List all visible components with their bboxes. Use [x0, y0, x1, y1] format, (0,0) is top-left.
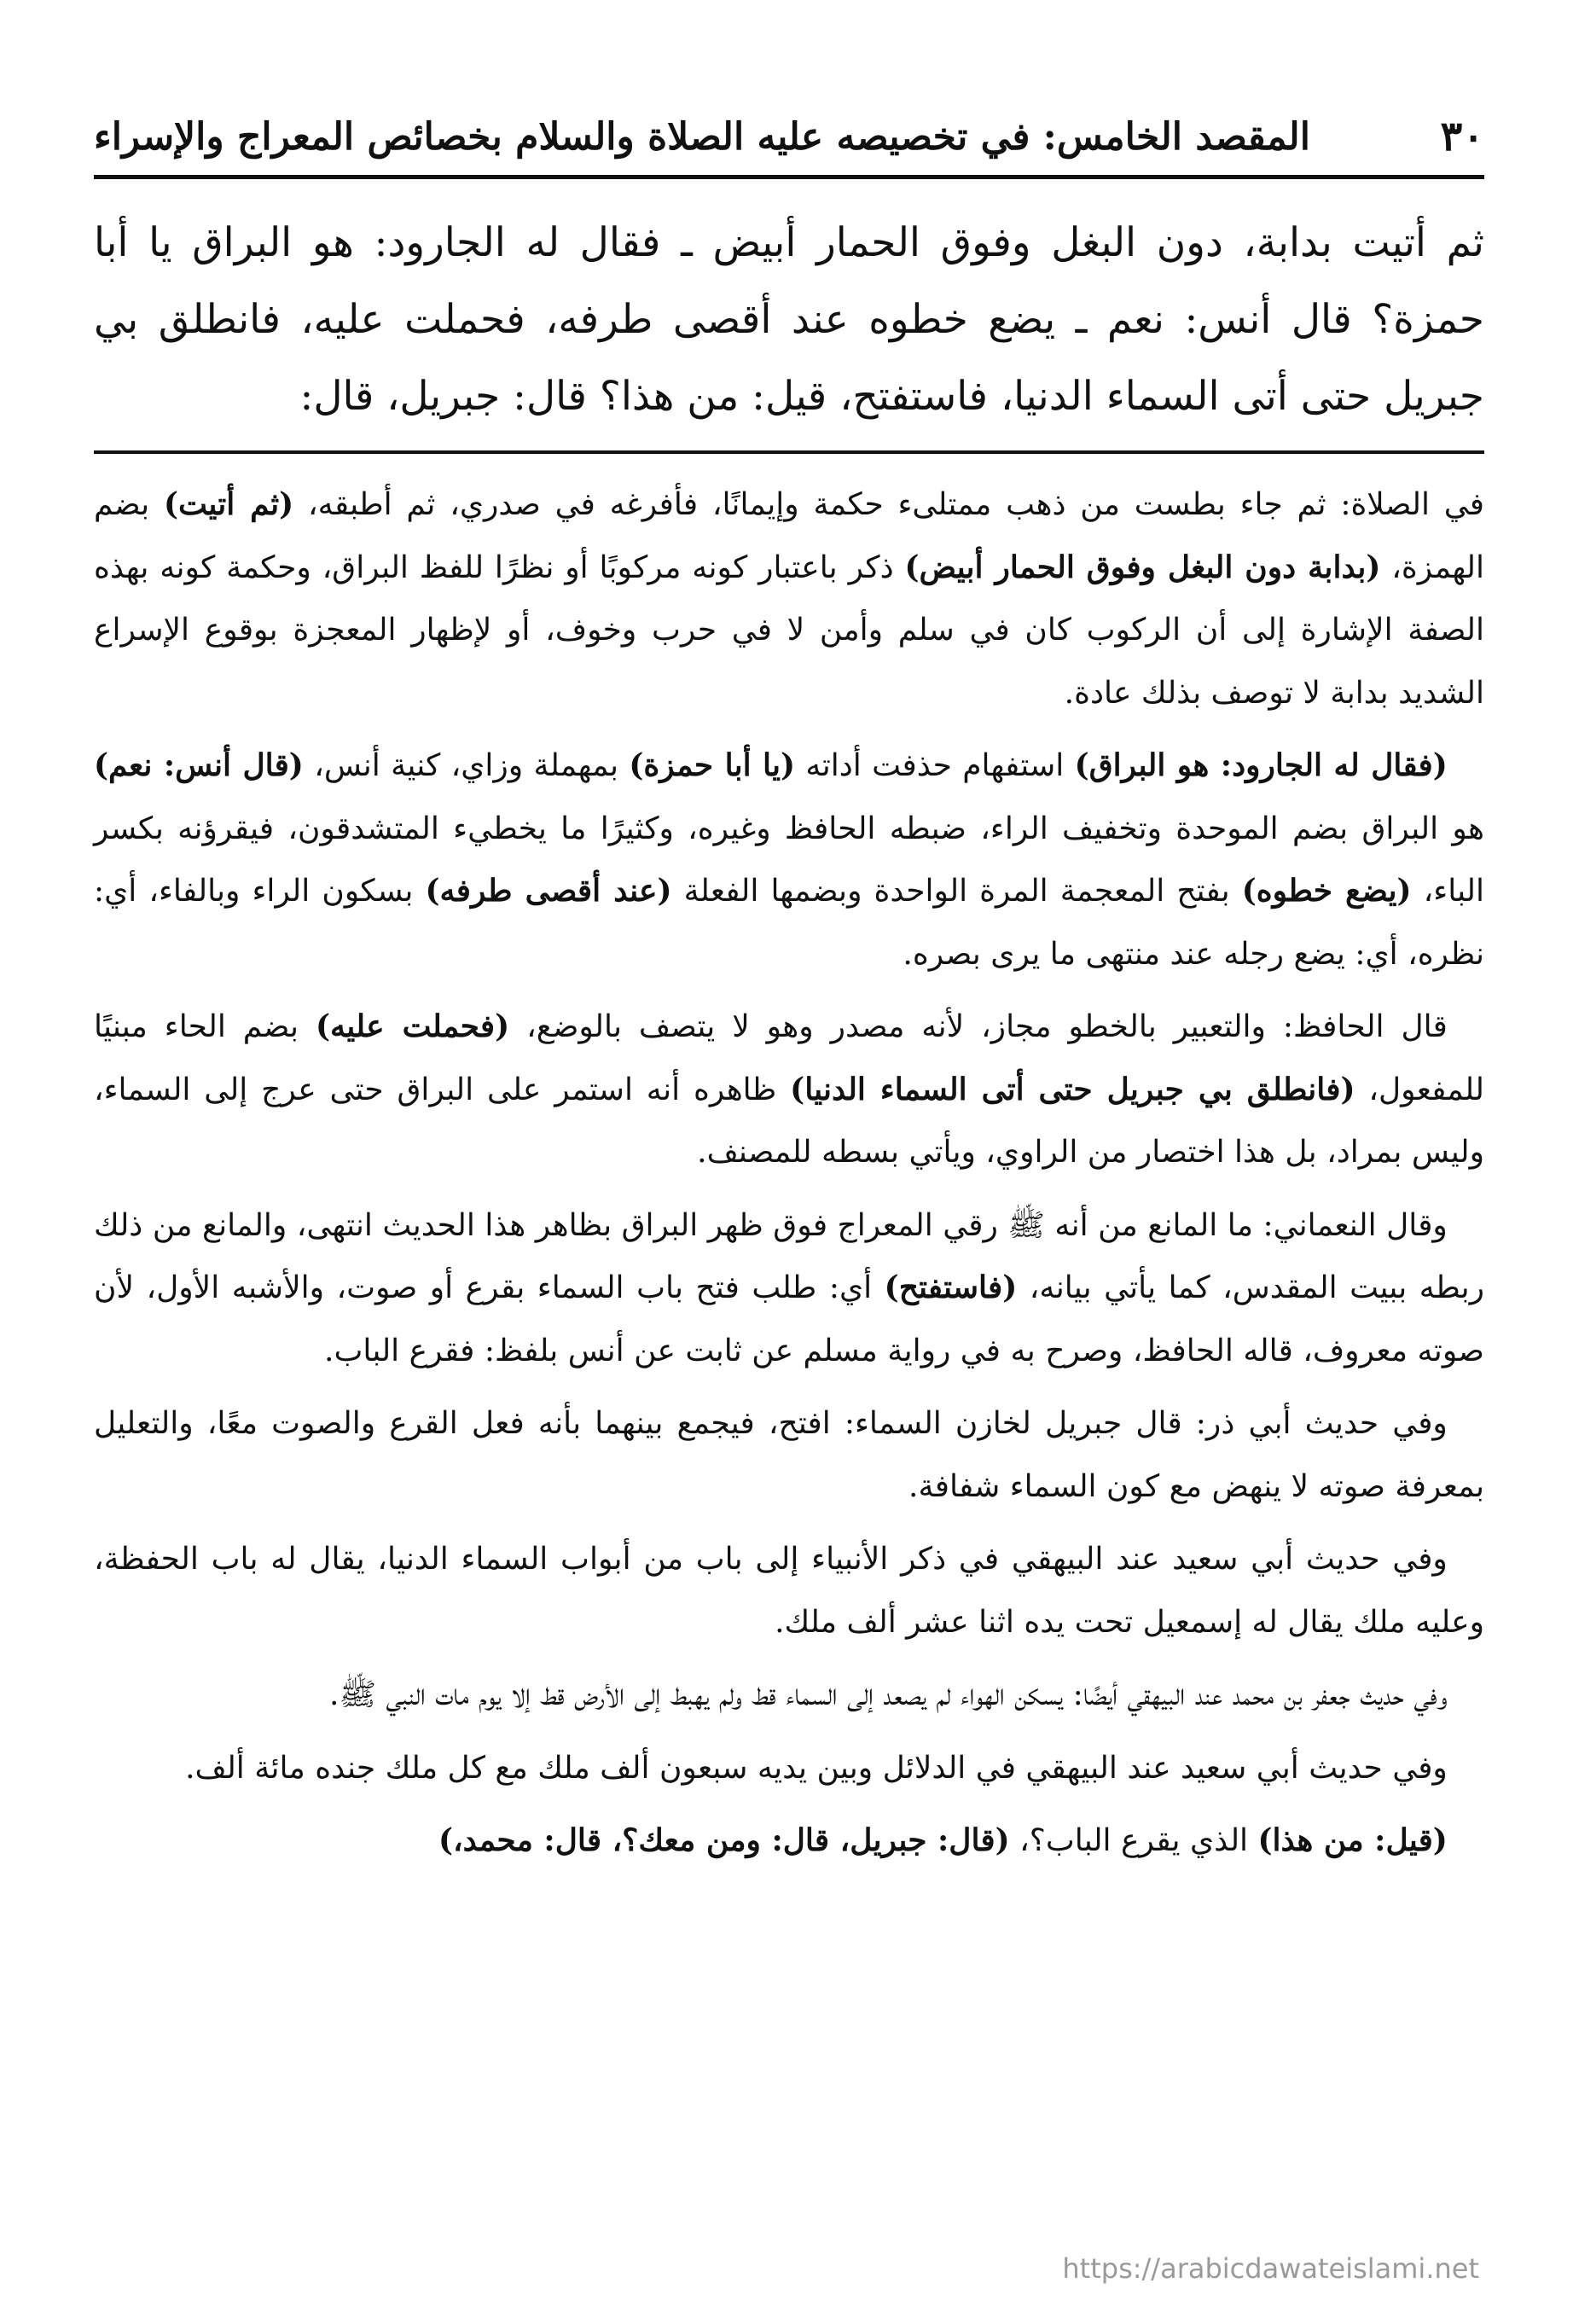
commentary-paragraph-6: وفي حديث أبي سعيد عند البيهقي في ذكر الأنبياء إلى باب من أبواب السماء الدنيا، يقال له باب الحفظة، وعليه ملك يقال له إسمعيل تحت يده اثنا عشر ألف ملك. — [94, 1542, 1484, 1640]
commentary-paragraph-1 — [94, 474, 1484, 724]
bold-quote: (قيل: من هذا) — [1257, 1822, 1448, 1858]
page-header — [94, 102, 1484, 171]
text-span: الذي يقرع الباب؟، — [1009, 1823, 1258, 1858]
main-text — [94, 205, 1484, 435]
bold-quote: (قال: جبريل، قال: ومن معك؟، قال: محمد،) — [438, 1822, 1010, 1858]
separator-rule — [94, 450, 1484, 454]
text-span: وقال النعماني: ما المانع من أنه ﷺ رقي المعراج فوق ظهر البراق بظاهر هذا الحديث انتهى، والمانع من ذلك ربطه ببيت المقدس، كما يأتي بيانه، — [94, 1207, 1484, 1305]
bold-quote: (فانطلق بي جبريل حتى أتى السماء الدنيا) — [790, 1071, 1355, 1107]
text-span: استفهام حذفت أداته — [795, 748, 1075, 783]
page-number: ٣٠ — [1440, 113, 1484, 160]
text-span: بضم الحاء مبنيًا للمفعول، — [94, 1009, 1485, 1107]
text-span: أي: طلب فتح باب السماء بقرع أو صوت، والأشبه الأول، لأن صوته معروف، قاله الحافظ، وصرح به في رواية مسلم عن ثابت عن أنس بلفظ: فقرع الباب. — [94, 1270, 1484, 1368]
running-title: المقصد الخامس: في تخصيصه عليه الصلاة والسلام بخصائص المعراج والإسراء — [94, 114, 1310, 159]
text-span: بضم الهمزة، — [94, 487, 1484, 585]
header-rule — [94, 175, 1484, 179]
commentary-paragraph-5: وفي حديث أبي ذر: قال جبريل لخازن السماء: افتح، فيجمع بينهما بأنه فعل القرع والصوت معًا، والتعليل بمعرفة صوته لا ينهض مع كون السماء شفافة. — [94, 1406, 1484, 1504]
text-span: قال الحافظ: والتعبير بالخطو مجاز، لأنه مصدر وهو لا يتصف بالوضع، — [509, 1009, 1448, 1044]
commentary-paragraph-2 — [94, 735, 1484, 985]
text-span: ظاهره أنه استمر على البراق حتى عرج إلى السماء، وليس بمراد، بل هذا اختصار من الراوي، ويأتي بسطه للمصنف. — [94, 1072, 1484, 1170]
bold-quote: (قال أنس: نعم) — [94, 747, 304, 783]
main-text-paragraph: ثم أتيت بدابة، دون البغل وفوق الحمار أبيض ـ فقال له الجارود: هو البراق يا أبا حمزة؟ قال أنس: نعم ـ يضع خطوه عند أقصى طرفه، فحملت عليه، فانطلق بي جبريل حتى أتى السماء الدنيا، فاستفتح، قيل: من هذا؟ قال: جبريل، قال: — [94, 219, 1484, 420]
text-span: بفتح المعجمة المرة الواحدة وبضمها الفعلة — [671, 874, 1242, 909]
bold-quote: (فاستفتح) — [884, 1269, 1018, 1305]
bold-quote: (ثم أتيت) — [164, 486, 294, 522]
commentary-paragraph-4 — [94, 1194, 1484, 1383]
text-span: في الصلاة: ثم جاء بطست من ذهب ممتلىء حكمة وإيمانًا، فأفرغه في صدري، ثم أطبقه، — [293, 487, 1484, 522]
commentary — [94, 474, 1484, 1883]
bold-quote: (يضع خطوه) — [1241, 873, 1412, 909]
bold-quote: (يا أبا حمزة) — [629, 747, 796, 783]
text-span: ذكر باعتبار كونه مركوبًا أو نظرًا للفظ البراق، وحكمة كونه بهذه الصفة الإشارة إلى أن الركوب كان في سلم وأمن لا في حرب وخوف، أو لإظهار المعجزة بوقوع الإسراع الشديد بدابة لا توصف بذلك عادة. — [94, 549, 1484, 711]
commentary-paragraph-8: وفي حديث أبي سعيد عند البيهقي في الدلائل وبين يديه سبعون ألف ملك مع كل ملك جنده مائة ألف. — [185, 1750, 1448, 1786]
text-span: بمهملة وزاي، كنية أنس، — [303, 748, 630, 783]
watermark-url: https://arabicdawateislami.net — [1062, 2252, 1479, 2285]
bold-quote: (عند أقصى طرفه) — [425, 873, 672, 909]
text-span: هو البراق بضم الموحدة وتخفيف الراء، ضبطه الحافظ وغيره، وكثيرًا ما يخطيء المتشدقون، فيقرؤنه بكسر الباء، — [94, 810, 1485, 909]
bold-quote: (فقال له الجارود: هو البراق) — [1074, 747, 1448, 783]
commentary-paragraph-3 — [94, 996, 1484, 1184]
text-span: بسكون الراء وبالفاء، أي: نظره، أي: يضع رجله عند منتهى ما يرى بصره. — [94, 874, 1484, 972]
commentary-paragraph-9 — [94, 1810, 1484, 1873]
bold-quote: (بدابة دون البغل وفوق الحمار أبيض) — [904, 549, 1381, 585]
commentary-paragraph-7: وفي حديث جعفر بن محمد عند البيهقي أيضًا: يسكن الهواء لم يصعد إلى السماء قط ولم يهبط إلى الأرض قط إلا يوم مات النبي ﷺ. — [329, 1677, 1448, 1712]
bold-quote: (فحملت عليه) — [315, 1008, 510, 1044]
